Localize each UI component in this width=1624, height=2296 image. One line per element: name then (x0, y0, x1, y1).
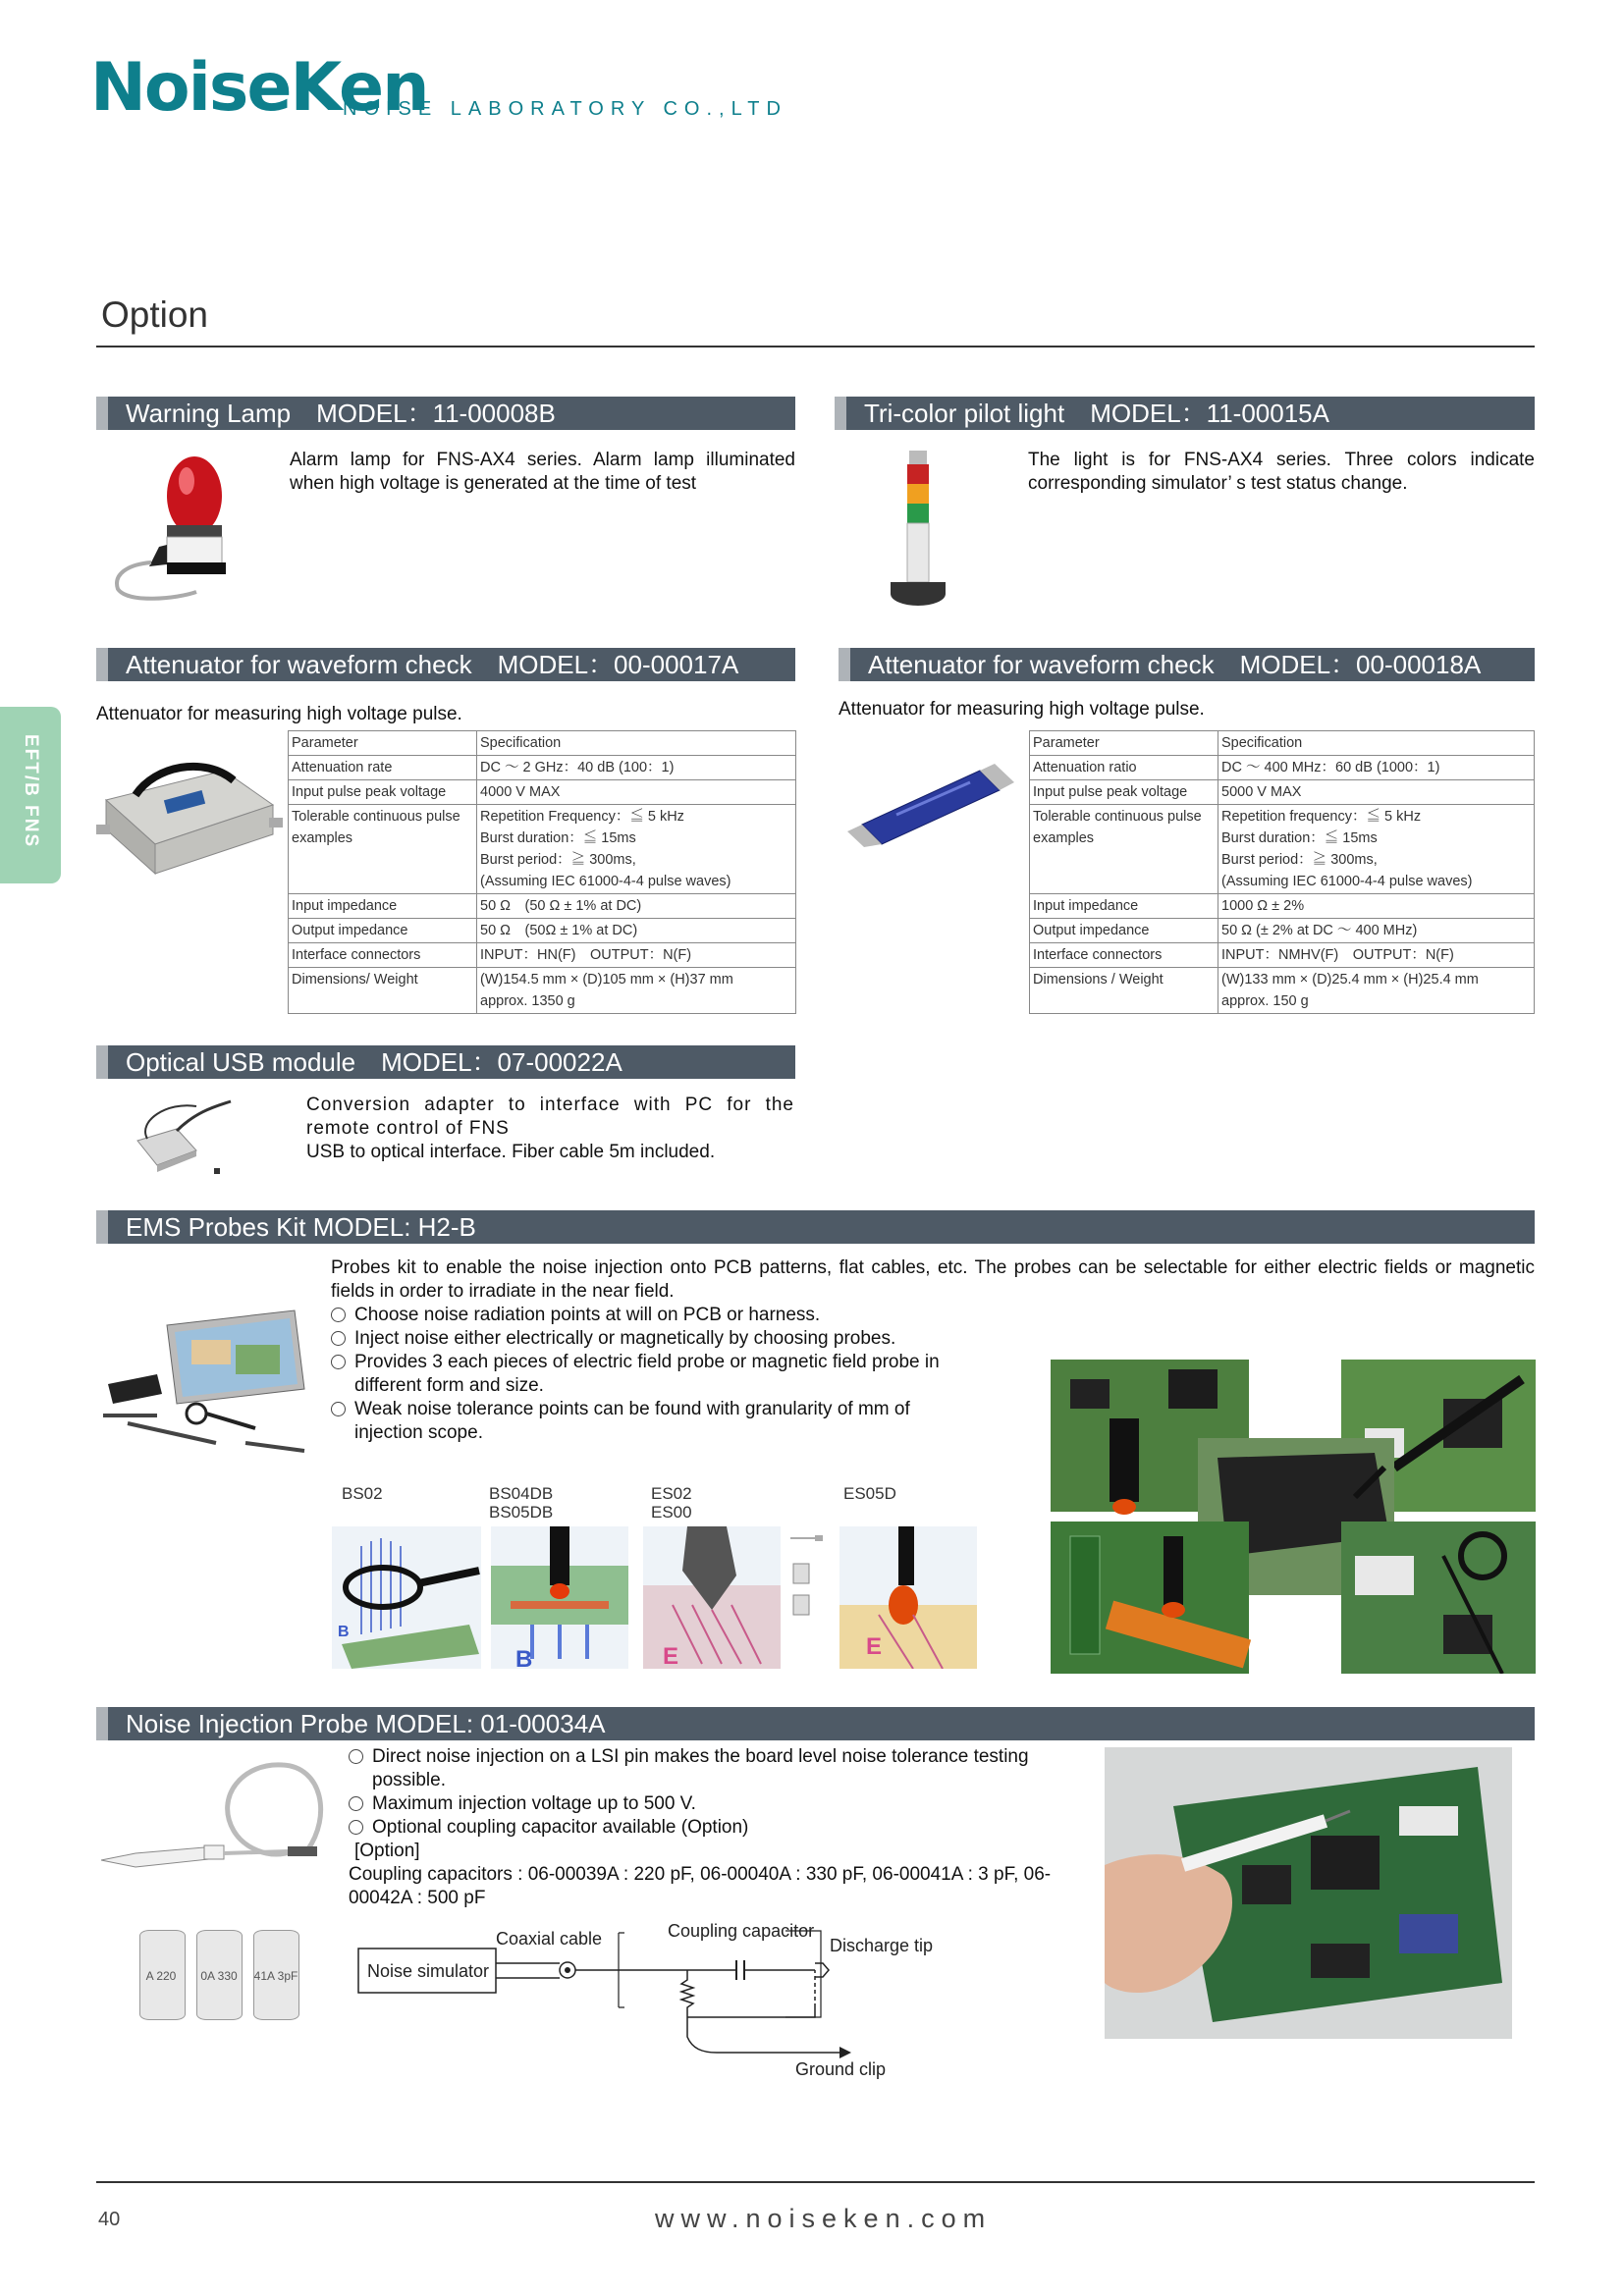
spec-parameter-cell: Tolerable continuous pulse examples (289, 805, 477, 894)
spec-value-cell: 50 Ω (± 2% at DC ～ 400 MHz) (1218, 919, 1535, 943)
spec-value-cell: DC ～ 2 GHz：40 dB (100：1) (477, 756, 796, 780)
nip-option-label: [Option] (354, 1841, 420, 1861)
tricolor-header (835, 397, 1535, 430)
spec-row (1030, 731, 1535, 756)
spec-value-cell: 50 Ω (50 Ω ± 1% at DC) (477, 894, 796, 919)
ems-kit-desc: Probes kit to enable the noise injection onto PCB patterns, flat cables, etc. The probes can be selectable for either electric fields or magnetic fields in order to irradiate in the near field. (331, 1257, 1535, 1302)
nip-bullet: Maximum injection voltage up to 500 V. (349, 1792, 1095, 1816)
nip-bullets (349, 1745, 1095, 1910)
spec-value-cell: (W)133 mm × (D)25.4 mm × (H)25.4 mm approx. 150 g (1218, 968, 1535, 1014)
ems-kit-bullets (331, 1304, 959, 1445)
nip-title: Noise Injection Probe MODEL: 01-00034A (126, 1709, 606, 1738)
spec-parameter-cell: Input pulse peak voltage (289, 780, 477, 805)
optical-usb-desc-1: Conversion adapter to interface with PC for the remote control of FNS (306, 1095, 794, 1139)
capacitor-label: A 220 (145, 1969, 177, 1983)
warning-lamp-image (108, 447, 255, 604)
spec-row (289, 943, 796, 968)
attenuator-17a-image (96, 751, 283, 879)
attenuator-18a-spec-table (1029, 730, 1535, 1014)
spec-value-cell: Specification (477, 731, 796, 756)
spec-row (289, 968, 796, 1014)
company-tagline: NOISE LABORATORY CO.,LTD (343, 98, 787, 120)
spec-value-cell: INPUT：NMHV(F) OUTPUT：N(F) (1218, 943, 1535, 968)
nip-application-photo (1105, 1747, 1512, 2039)
warning-lamp-title: Warning Lamp MODEL：11-00008B (126, 399, 556, 428)
probe-illustration-es05d (785, 1526, 977, 1669)
spec-parameter-cell: Parameter (1030, 731, 1218, 756)
page-number: 40 (98, 2209, 121, 2230)
spec-parameter-cell: Output impedance (1030, 919, 1218, 943)
spec-value-cell: 5000 V MAX (1218, 780, 1535, 805)
spec-parameter-cell: Input impedance (1030, 894, 1218, 919)
probe-label-bs04db: BS04DB BS05DB (489, 1484, 554, 1522)
spec-row (1030, 756, 1535, 780)
spec-value-cell: INPUT：HN(F) OUTPUT：N(F) (477, 943, 796, 968)
spec-parameter-cell: Output impedance (289, 919, 477, 943)
spec-parameter-cell: Input pulse peak voltage (1030, 780, 1218, 805)
probe-label-es05d: ES05D (843, 1484, 896, 1503)
spec-parameter-cell: Input impedance (289, 894, 477, 919)
spec-value-cell: DC ～ 400 MHz：60 dB (1000：1) (1218, 756, 1535, 780)
ems-kit-image (98, 1306, 314, 1453)
diagram-label-tip: Discharge tip (830, 1936, 934, 1955)
tricolor-title: Tri-color pilot light MODEL：11-00015A (864, 399, 1329, 428)
nip-header (96, 1707, 1535, 1740)
ems-kit-header (96, 1210, 1535, 1244)
spec-parameter-cell: Attenuation ratio (1030, 756, 1218, 780)
nip-bullet: Direct noise injection on a LSI pin makes the board level noise tolerance testing possible. (349, 1745, 1095, 1792)
spec-row (289, 894, 796, 919)
attenuator-18a-header (839, 648, 1535, 681)
spec-parameter-cell: Interface connectors (289, 943, 477, 968)
attenuator-17a-spec-table (288, 730, 796, 1014)
warning-lamp-header (96, 397, 795, 430)
footer-divider (96, 2181, 1535, 2183)
warning-lamp-desc: Alarm lamp for FNS-AX4 series. Alarm lamp illuminated when high voltage is generated at the time of test (290, 450, 795, 494)
diagram-label-ground: Ground clip (795, 2059, 887, 2079)
probe-label-es02: ES02 ES00 (651, 1484, 692, 1522)
spec-parameter-cell: Attenuation rate (289, 756, 477, 780)
probe-field-e: E (663, 1643, 679, 1669)
spec-value-cell: (W)154.5 mm × (D)105 mm × (H)37 mm approx. 1350 g (477, 968, 796, 1014)
spec-parameter-cell: Dimensions / Weight (1030, 968, 1218, 1014)
spec-value-cell: Repetition frequency：≦ 5 kHz Burst duration：≦ 15ms Burst period：≧ 300ms, (Assuming IEC 61000-4-4 pulse waves) (1218, 805, 1535, 894)
nip-probe-image (96, 1757, 332, 1924)
diagram-label-coax: Coaxial cable (496, 1929, 603, 1949)
footer-url: www.noiseken.com (655, 2204, 993, 2233)
brand-logo: NoiseKen (90, 49, 428, 127)
spec-row (1030, 968, 1535, 1014)
ems-application-photos (1051, 1360, 1536, 1674)
optical-usb-image (128, 1092, 236, 1180)
spec-value-cell: 1000 Ω ± 2% (1218, 894, 1535, 919)
spec-parameter-cell: Parameter (289, 731, 477, 756)
side-tab-label: EFT/B FNS (21, 734, 41, 849)
spec-value-cell: Repetition Frequency：≦ 5 kHz Burst duration：≦ 15ms Burst period：≧ 300ms, (Assuming IEC 61000-4-4 pulse waves) (477, 805, 796, 894)
attenuator-17a-intro: Attenuator for measuring high voltage pulse. (96, 704, 462, 724)
attenuator-18a-image (842, 761, 1024, 849)
tricolor-desc: The light is for FNS-AX4 series. Three colors indicate corresponding simulator’ s test status change. (1028, 450, 1535, 494)
probe-illustration-es02 (643, 1526, 781, 1669)
side-section-tab (0, 707, 61, 883)
spec-row (1030, 919, 1535, 943)
spec-parameter-cell: Interface connectors (1030, 943, 1218, 968)
spec-row (289, 780, 796, 805)
spec-value-cell: 4000 V MAX (477, 780, 796, 805)
ems-bullet: Weak noise tolerance points can be found with granularity of mm of injection scope. (331, 1398, 959, 1445)
capacitor-label: 41A 3pF (253, 1969, 298, 1983)
spec-row (1030, 943, 1535, 968)
attenuator-18a-title: Attenuator for waveform check MODEL：00-00018A (868, 650, 1482, 679)
ems-bullet: Provides 3 each pieces of electric field probe or magnetic field probe in different form and size. (331, 1351, 959, 1398)
ems-bullet: Choose noise radiation points at will on PCB or harness. (331, 1304, 959, 1327)
capacitor-label: 0A 330 (200, 1969, 238, 1983)
diagram-label-coupling: Coupling capacitor (668, 1921, 815, 1941)
spec-row (289, 805, 796, 894)
probe-field-b: B (515, 1646, 533, 1669)
nip-circuit-diagram (353, 1919, 943, 2081)
spec-row (289, 756, 796, 780)
spec-parameter-cell: Tolerable continuous pulse examples (1030, 805, 1218, 894)
optical-usb-title: Optical USB module MODEL：07-00022A (126, 1047, 623, 1077)
spec-row (1030, 780, 1535, 805)
spec-row (289, 919, 796, 943)
probe-field-e: E (866, 1633, 883, 1660)
ems-bullet: Inject noise either electrically or magnetically by choosing probes. (331, 1327, 959, 1351)
probe-illustration-bs02 (332, 1526, 481, 1669)
spec-row (1030, 805, 1535, 894)
attenuator-17a-header (96, 648, 795, 681)
optical-usb-desc-2: USB to optical interface. Fiber cable 5m included. (306, 1142, 716, 1162)
attenuator-18a-intro: Attenuator for measuring high voltage pulse. (839, 699, 1205, 720)
title-divider (96, 346, 1535, 347)
nip-option-text: Coupling capacitors : 06-00039A : 220 pF, 06-00040A : 330 pF, 06-00041A : 3 pF, 06-00042A : 500 pF (349, 1864, 1052, 1908)
spec-row (289, 731, 796, 756)
ems-kit-title: EMS Probes Kit MODEL: H2-B (126, 1212, 476, 1242)
nip-bullet: Optional coupling capacitor available (Option) (349, 1816, 1095, 1840)
spec-value-cell: Specification (1218, 731, 1535, 756)
diagram-label-simulator: Noise simulator (367, 1961, 490, 1981)
tricolor-light-image (884, 447, 962, 614)
coupling-capacitor-photos (126, 1926, 312, 2024)
attenuator-17a-title: Attenuator for waveform check MODEL：00-00017A (126, 650, 739, 679)
optical-usb-header (96, 1045, 795, 1079)
probe-illustration-bs04db (491, 1526, 628, 1669)
spec-value-cell: 50 Ω (50Ω ± 1% at DC) (477, 919, 796, 943)
probe-label-bs02: BS02 (342, 1484, 383, 1503)
spec-row (1030, 894, 1535, 919)
page-title: Option (101, 294, 209, 335)
probe-field-b: B (338, 1624, 350, 1640)
spec-parameter-cell: Dimensions/ Weight (289, 968, 477, 1014)
